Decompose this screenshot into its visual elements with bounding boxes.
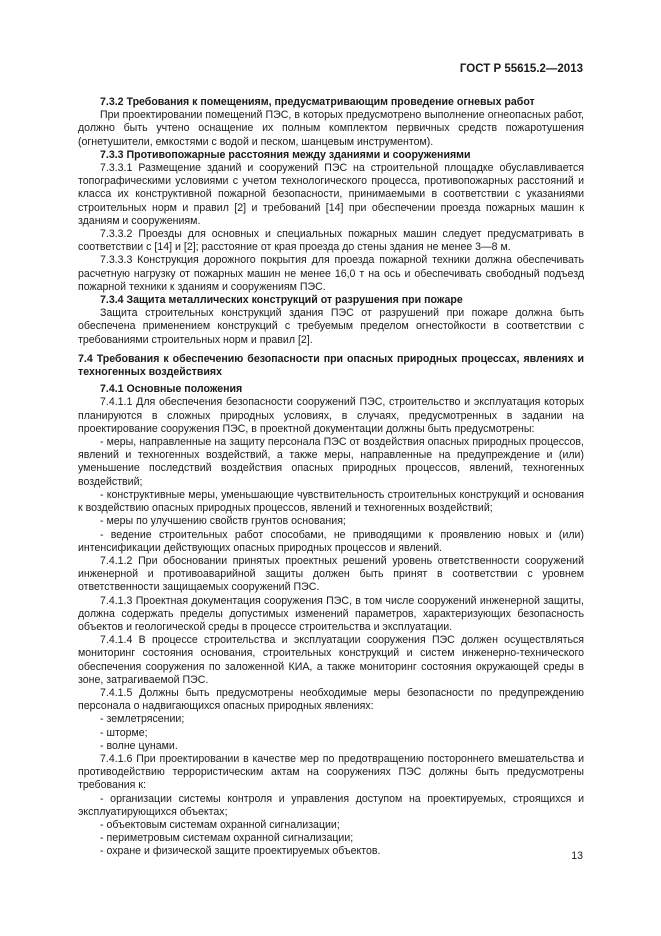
list-item: - периметровым системам охранной сигнализации;	[100, 832, 354, 845]
section-heading-7-4-1: 7.4.1 Основные положения	[100, 383, 243, 396]
document-code-header: ГОСТ Р 55615.2—2013	[459, 63, 583, 75]
list-item: - конструктивные меры, уменьшающие чувствительность строительных конструкций и основания к воздействию опасных природных процессов, явлений и техногенных воздействий;	[78, 488, 584, 515]
paragraph: 7.3.3.2 Проезды для основных и специальных пожарных машин следует предусматривать в соответствии с [14] и [2]; расстояние от края проезда до стены здания не менее 3—8 м.	[78, 228, 584, 254]
paragraph: При проектировании помещений ПЭС, в которых предусмотрено выполнение огнеопасных работ, должно быть учтено оснащение их полным комплектом первичных средств пожаротушения (огнетушители, емкостями с водой и песком, шанцевым инструментом).	[78, 109, 584, 148]
section-heading-7-3-2: 7.3.2 Требования к помещениям, предусматривающим проведение огневых работ	[100, 96, 535, 108]
list-item: - волне цунами.	[100, 739, 178, 752]
section-heading-7-3-4: 7.3.4 Защита металлических конструкций от разрушения при пожаре	[100, 294, 463, 307]
paragraph: 7.4.1.1 Для обеспечения безопасности сооружений ПЭС, строительство и эксплуатация которых планируются в сложных природных условиях, в случаях, предусмотренных в задании на проектирование сооружения ПЭС, в проектной документации должны быть предусмотрены:	[78, 396, 584, 435]
paragraph: 7.4.1.3 Проектная документация сооружения ПЭС, в том числе сооружений инженерной защиты, должна содержать пределы допустимых изменений параметров, характеризующих безопасность объектов и геологической среды в процессе строительства и эксплуатации.	[78, 594, 584, 633]
list-item: - землетрясении;	[100, 713, 185, 726]
paragraph: 7.4.1.4 В процессе строительства и эксплуатации сооружения ПЭС должен осуществляться мониторинг состояния основания, строительных конструкций и систем инженерно-технического обеспечения сооружения по заложенной КИА, а также мониторинг состояния окружающей среды в зоне, затрагиваемой ПЭС.	[78, 634, 584, 686]
document-body	[78, 96, 584, 859]
paragraph: Защита строительных конструкций здания ПЭС от разрушений при пожаре должна быть обеспечена применением конструкций с требуемым пределом огнестойкости в соответствии с требованиями строительных норм и правил [2].	[78, 307, 584, 346]
section-heading-7-4: 7.4 Требования к обеспечению безопасности при опасных природных процессах, явлениях и техногенных воздействиях	[78, 352, 584, 379]
section-heading-7-3-3: 7.3.3 Противопожарные расстояния между зданиями и сооружениями	[100, 148, 471, 161]
page-number: 13	[571, 850, 583, 862]
paragraph: 7.3.3.3 Конструкция дорожного покрытия для проезда пожарной техники должна обеспечивать расчетную нагрузку от пожарных машин не менее 16,0 т на ось и обеспечивать свободный подъезд пожарной техники к зданиям и сооружениям ПЭС.	[78, 254, 584, 293]
list-item: - меры, направленные на защиту персонала ПЭС от воздействия опасных природных процессов, явлений и техногенных воздействий, а также меры, направленные на предупреждение и (или) уменьшение последствий воздействия опасных природных процессов, явлений, техногенных воздействий;	[78, 436, 584, 488]
paragraph: 7.4.1.6 При проектировании в качестве мер по предотвращению постороннего вмешательства и противодействию террористическим актам на сооружениях ПЭС должны быть предусмотрены требования к:	[78, 752, 584, 792]
list-item: - шторме;	[100, 726, 148, 739]
paragraph: 7.4.1.2 При обосновании принятых проектных решений уровень ответственности сооружений инженерной и противоаварийной защиты должен быть принят в соответствии с уровнем ответственности защищаемых сооружений ПЭС.	[78, 554, 584, 594]
list-item: - охране и физической защите проектируемых объектов.	[100, 845, 381, 858]
paragraph: 7.3.3.1 Размещение зданий и сооружений ПЭС на строительной площадке обуславливается топографическими условиями с учетом технологического процесса, противопожарных расстояний и класса их конструктивной пожарной безопасности, принимаемыми в соответствии с указаниями строительных норм и правил [2] и требований [14] при обеспечении проезда пожарных машин к зданиям и сооружениям.	[78, 162, 584, 227]
list-item: - меры по улучшению свойств грунтов основания;	[100, 515, 346, 528]
list-item: - ведение строительных работ способами, не приводящими к проявлению новых и (или) интенсификации действующих опасных природных процессов и явлений.	[78, 528, 584, 554]
list-item: - объектовым системам охранной сигнализации;	[100, 818, 340, 831]
paragraph: 7.4.1.5 Должны быть предусмотрены необходимые меры безопасности по предупреждению персонала о надвигающихся опасных природных явлениях:	[78, 686, 584, 713]
list-item: - организации системы контроля и управления доступом на проектируемых, строящихся и эксплуатирующихся объектах;	[78, 792, 584, 818]
